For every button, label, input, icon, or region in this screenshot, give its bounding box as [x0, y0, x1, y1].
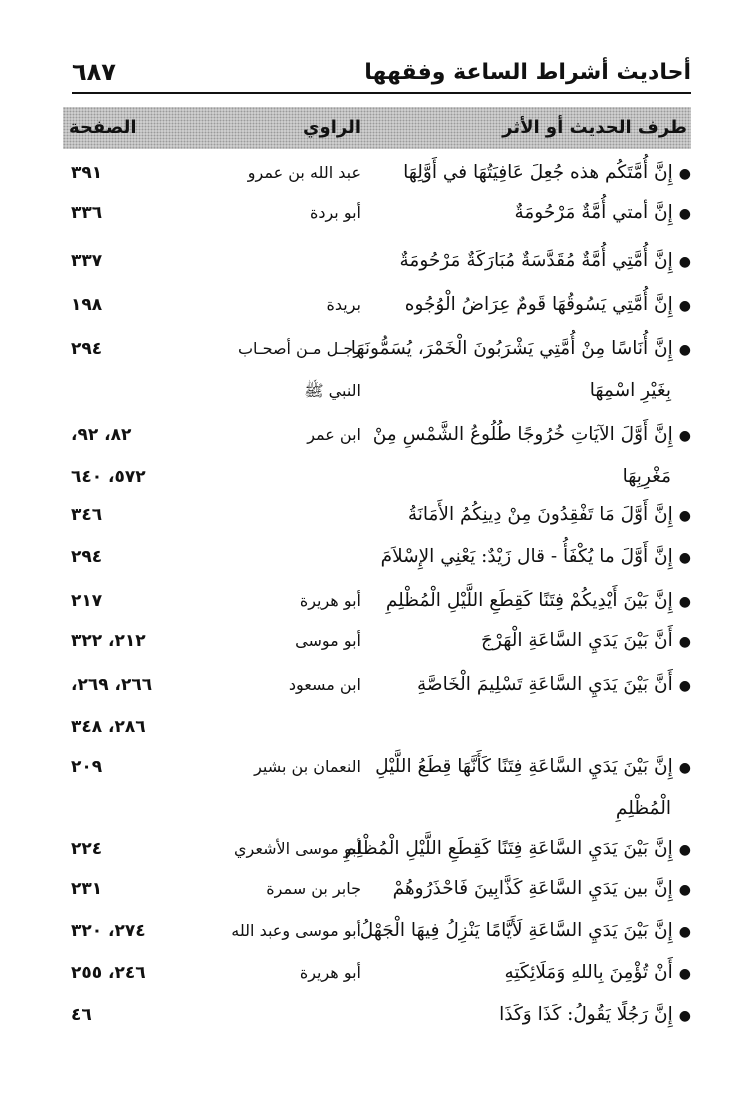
narrator: بريدة	[326, 295, 361, 314]
page-ref-continued: ٥٧٢، ٦٤٠	[71, 467, 146, 487]
page-ref-continued: ٢٨٦، ٣٤٨	[71, 717, 146, 737]
hadith-text-continued: الْمُظْلِمِ	[615, 798, 671, 819]
narrator: ابن عمر	[307, 425, 361, 444]
index-table	[63, 160, 691, 1040]
page-ref: ٤٦	[71, 1005, 92, 1025]
column-header-bar	[63, 107, 691, 149]
page-ref: ٢٣١	[71, 879, 103, 899]
page-ref: ٢٧٤، ٣٢٠	[71, 921, 146, 941]
bullet-icon: ●	[678, 166, 691, 182]
hadith-text: ●إِنَّ أُمَّتِي يَسُوقُهَا قَومٌ عِرَاضُ الْوُجُوه	[404, 294, 691, 315]
narrator: ابن مسعود	[288, 675, 361, 694]
column-header-narrator: الراوي	[303, 117, 361, 138]
bullet-icon: ●	[678, 678, 691, 694]
hadith-text: ●إِنَّ بَيْنَ أَيْدِيكُمْ فِتَنًا كَقِطَعِ اللَّيْلِ الْمُظْلِمِ	[385, 590, 691, 611]
page-ref: ٨٢، ٩٢،	[71, 425, 132, 445]
narrator: عبد الله بن عمرو	[247, 163, 361, 182]
narrator: أبو موسى	[295, 631, 361, 650]
hadith-text: ●إِنَّ بَيْنَ يَدَيِ السَّاعَةِ فِتَنًا كَأَنَّهَا قِطَعُ اللَّيْلِ	[375, 756, 691, 777]
bullet-icon: ●	[678, 342, 691, 358]
narrator: أبو هريرة	[299, 963, 361, 982]
hadith-text: ●إِنَّ أمتي أُمَّةٌ مَرْحُومَةٌ	[514, 202, 691, 223]
page-ref: ٢٦٦، ٢٦٩،	[71, 675, 153, 695]
page-ref: ١٩٨	[71, 295, 103, 315]
bullet-icon: ●	[678, 508, 691, 524]
narrator: رجـل مـن أصحـاب	[237, 339, 361, 358]
bullet-icon: ●	[678, 254, 691, 270]
running-title: أحاديث أشراط الساعة وفقهها	[364, 59, 691, 85]
page-number: ٦٨٧	[72, 58, 116, 86]
narrator: أبو موسى الأشعري	[234, 839, 361, 858]
hadith-text: ●إِنَّ بَيْنَ يَدَيِ السَّاعَةِ لَأَيَّامًا يَنْزِلُ فِيهَا الْجَهْلُ	[359, 920, 691, 941]
column-header-page: الصفحة	[69, 117, 137, 138]
bullet-icon: ●	[678, 428, 691, 444]
hadith-text: ●إِنَّ بَيْنَ يَدَيِ السَّاعَةِ فِتَنًا كَقِطَعِ اللَّيْلِ الْمُظْلِمِ	[344, 838, 691, 859]
bullet-icon: ●	[678, 882, 691, 898]
hadith-text-continued: بِغَيْرِ اسْمِهَا	[589, 380, 671, 401]
bullet-icon: ●	[678, 298, 691, 314]
narrator: أبو هريرة	[299, 591, 361, 610]
column-header-hadith: طرف الحديث أو الأثر	[502, 117, 687, 138]
bullet-icon: ●	[678, 206, 691, 222]
hadith-text: ●إِنَّ رَجُلًا يَقُولُ: كَذَا وَكَذَا	[499, 1004, 691, 1025]
hadith-text: ●أَنَّ بَيْنَ يَدَيِ السَّاعَةِ الْهَرْجَ	[481, 630, 691, 651]
page-ref: ٣٩١	[71, 163, 103, 183]
page-header	[72, 52, 691, 92]
hadith-text: ●إِنَّ أُنَاسًا مِنْ أُمَّتِي يَشْرَبُونَ الْخَمْرَ، يُسَمُّونَهَا	[350, 338, 691, 359]
page-ref: ٢٩٤	[71, 339, 103, 359]
narrator: أبو بردة	[309, 203, 361, 222]
hadith-text: ●أَنْ تُؤْمِنَ بِاللهِ وَمَلَائِكَتِهِ	[504, 962, 691, 983]
hadith-text: ●إِنَّ أَوَّلَ الآيَاتِ خُرُوجًا طُلُوعُ الشَّمْسِ مِنْ	[372, 424, 691, 445]
hadith-text: ●إِنَّ أُمَّتِي أُمَّةٌ مُقَدَّسَةٌ مُبَارَكَةٌ مَرْحُومَةٌ	[399, 250, 691, 271]
page-ref: ٣٣٧	[71, 251, 103, 271]
hadith-text: ●إِنَّ أَوَّلَ مَا تَفْقِدُونَ مِنْ دِينِكُمُ الأَمَانَةُ	[407, 504, 691, 525]
narrator-continued: النبي ﷺ	[304, 381, 361, 400]
bullet-icon: ●	[678, 634, 691, 650]
bullet-icon: ●	[678, 550, 691, 566]
narrator: جابر بن سمرة	[266, 879, 361, 898]
hadith-text: ●إِنَّ أَوَّلَ ما يُكْفَأُ - قال زَيْدٌ: يَعْنِي الإِسْلاَمَ	[380, 546, 691, 567]
page-ref: ٣٣٦	[71, 203, 103, 223]
hadith-text: ●إِنَّ بين يَدَيِ السَّاعَةِ كَذَّابِينَ فَاحْذَرُوهُمْ	[392, 878, 691, 899]
page-ref: ٢١٧	[71, 591, 103, 611]
page-ref: ٢١٢، ٣٢٢	[71, 631, 146, 651]
bullet-icon: ●	[678, 966, 691, 982]
hadith-text-continued: مَغْرِبِهَا	[622, 466, 671, 487]
page-ref: ٢٠٩	[71, 757, 103, 777]
page-ref: ٢٩٤	[71, 547, 103, 567]
bullet-icon: ●	[678, 760, 691, 776]
page-ref: ٢٢٤	[71, 839, 103, 859]
bullet-icon: ●	[678, 1008, 691, 1024]
bullet-icon: ●	[678, 924, 691, 940]
hadith-text: ●إِنَّ أُمَّتَكُم هذه جُعِلَ عَافِيَتُهَا في أَوَّلِهَا	[403, 162, 691, 183]
narrator: أبو موسى وعبد الله	[231, 921, 361, 940]
hadith-text: ●أَنَّ بَيْنَ يَدَيِ السَّاعَةِ تَسْلِيمَ الْخَاصَّةِ	[416, 674, 691, 695]
narrator: النعمان بن بشير	[254, 757, 361, 776]
page-ref: ٢٤٦، ٢٥٥	[71, 963, 146, 983]
header-rule	[72, 92, 691, 94]
bullet-icon: ●	[678, 594, 691, 610]
page-ref: ٣٤٦	[71, 505, 103, 525]
bullet-icon: ●	[678, 842, 691, 858]
